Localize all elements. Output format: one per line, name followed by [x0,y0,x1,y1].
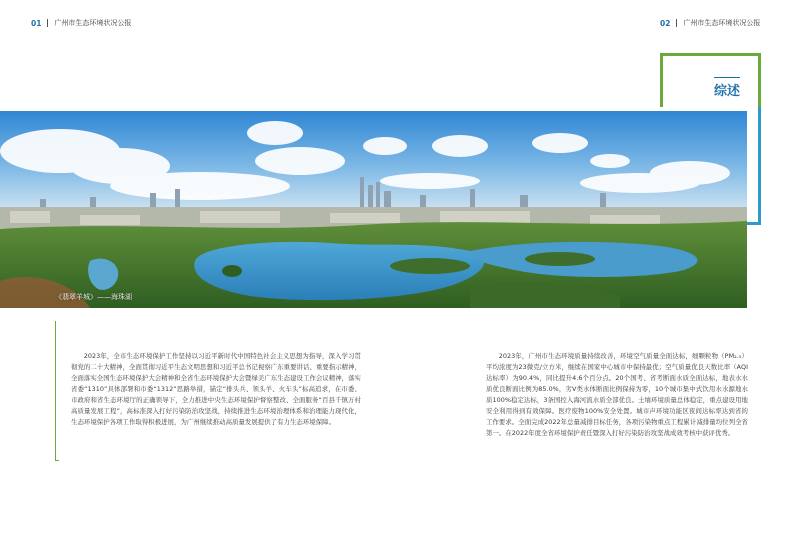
photo-caption: 《翡翠羊城》——海珠湖 [55,293,132,301]
green-frame-left-accent [660,53,663,107]
page-header-left [31,18,131,28]
report-title-right: 广州市生态环境状况公报 [683,19,761,27]
report-title-left: 广州市生态环境状况公报 [54,19,132,27]
panorama-photo [0,111,747,308]
header-divider [676,19,677,27]
section-title: 综述 [713,84,740,99]
header-divider [47,19,48,27]
summary-paragraph-left: 2023年，全市生态环境保护工作坚持以习近平新时代中国特色社会主义思想为指导，深入学习贯彻党的二十大精神，全面贯彻习近平生态文明思想和习近平总书记视察广东重要讲话、重要指示精神，全面落实全国生态环境保护大会精神和全省生态环境保护大会暨绿美广东生态建设工作会议精神，落实省委“1310”具体部署和市委“1312”思路举措，锚定“排头兵、领头羊、火车头”标高追求，在市委、市政府和省生态环境厅的正确领导下，全力推进中央生态环境保护督察整改、全面服务“百县千镇万村高质量发展工程”，高标准深入打好污染防治攻坚战，持续推进生态环境治理体系和治理能力现代化，生态环境保护各项工作取得积极进展，为广州继续推动高质量发展提供了有力生态环境保障。 [71,352,361,427]
green-frame-accent [660,53,761,107]
page-number-left: 01 [31,18,42,28]
page-header-right [660,18,760,28]
summary-paragraph-right: 2023年，广州市生态环境质量持续改善，环境空气质量全面达标，细颗粒物（PM₂.₅）平均浓度为23微克/立方米，继续在国家中心城市中保持最优；空气质量优良天数比率（AQI达标率）为90.4%，同比提升4.6个百分点。20个国考、省考断面水质全面达标，地表水水质优良断面比例为85.0%，劣V类水体断面比例保持为零，10个城市集中式饮用水水源地水质100%稳定达标，3条国控入海河流水质全部优良。土壤环境质量总体稳定，重点建设用地安全利用得到有效保障。医疗废物100%安全处置。城市声环境功能区夜间达标率达到省的工作要求。全面完成2022年总量减排目标任务，各项污染物重点工程累计减排量均位列全省第一。在2022年度全省环境保护责任暨深入打好污染防治攻坚战成效考核中获评优秀。 [486,352,748,438]
page-number-right: 02 [660,18,671,28]
left-column-frame [55,321,59,461]
section-title-rule [714,77,740,78]
